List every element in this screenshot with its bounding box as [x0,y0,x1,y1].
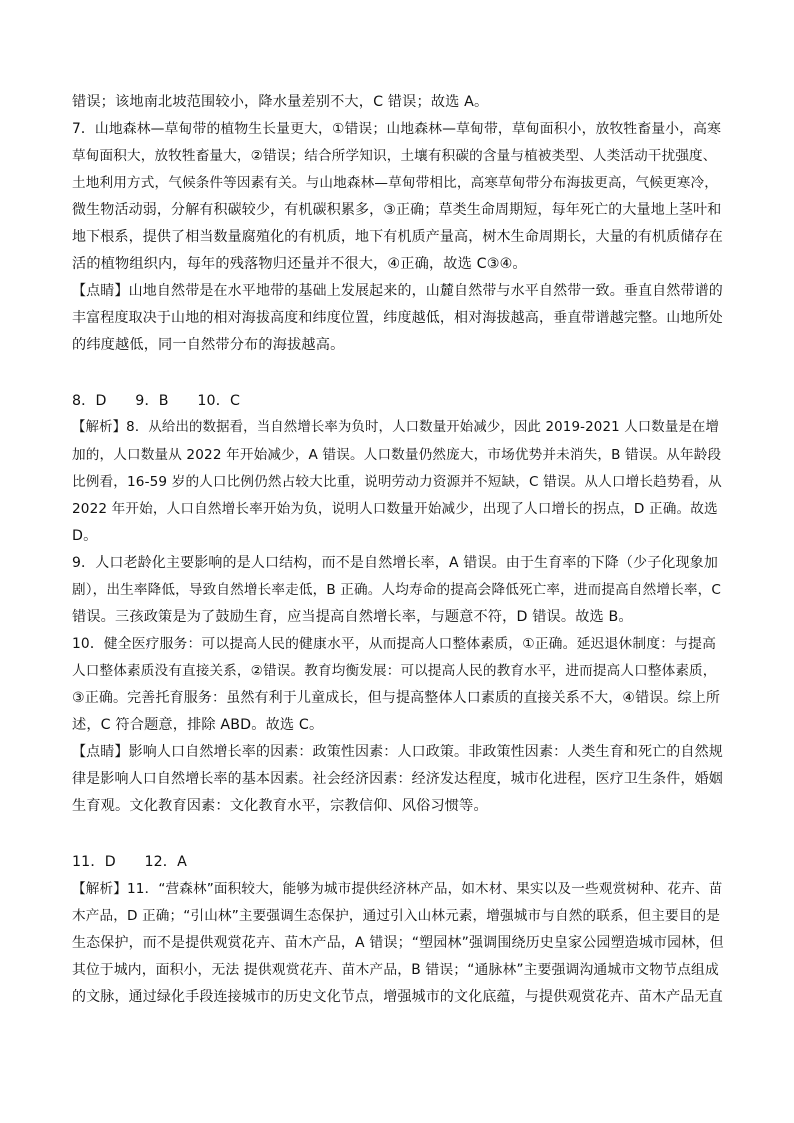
text-line: 土地利用方式，气候条件等因素有关。与山地森林—草甸带相比，高寒草甸带分布海拔更高，气候更寒冷， [72,175,718,191]
text-line: 生态保护，而不是提供观赏花卉、苗木产品，A 错误；“塑园林”强调围绕历史皇家公园塑造城市园林，但 [72,935,724,951]
text-line: 的纬度越低，同一自然带分布的海拔越高。 [72,337,345,353]
text-line: 错误。三孩政策是为了鼓励生育，应当提高自然增长率，与题意不符，D 错误。故选 B。 [72,609,633,625]
text-line: 微生物活动弱，分解有积碳较少，有机碳积累多，③正确；草类生命周期短，每年死亡的大量地上茎叶和 [72,202,722,218]
text-line: 【点睛】山地自然带是在水平地带的基础上发展起来的，山麓自然带与水平自然带一致。垂直自然带谱的 [72,283,723,299]
text-line: 的文脉，通过绿化手段连接城市的历史文化节点，增强城市的文化底蕴，与提供观赏花卉、苗木产品无直 [72,989,723,1005]
text-line: 人口整体素质没有直接关系，②错误。教育均衡发展：可以提高人民的教育水平，进而提高人口整体素质， [72,663,717,679]
text-line: 其位于城内，面积小，无法 提供观赏花卉、苗木产品，B 错误；“通脉林”主要强调沟通城市文物节点组成 [72,962,719,978]
answer-line: 8．D 9．B 10．C [72,393,241,409]
text-line: 9．人口老龄化主要影响的是人口结构，而不是自然增长率，A 错误。由于生育率的下降（少子化现象加 [72,555,718,571]
text-line: 【解析】11．“营森林”面积较大，能够为城市提供经济林产品，如木材、果实以及一些观赏树种、花卉、苗 [72,881,723,897]
text-line: D。 [72,528,98,544]
text-line: 述，C 符合题意，排除 ABD。故选 C。 [72,717,324,733]
text-line: 律是影响人口自然增长率的基本因素。社会经济因素：经济发达程度，城市化进程，医疗卫生条件，婚姻 [72,771,723,787]
text-line: 木产品，D 正确；“引山林”主要强调生态保护，通过引入山林元素，增强城市与自然的联系，但主要目的是 [72,908,720,924]
text-line: ③正确。完善托育服务：虽然有利于儿童成长，但与提高整体人口素质的直接关系不大，④错误。综上所 [72,690,720,706]
text-line: 地下根系，提供了相当数量腐殖化的有机质，地下有机质产量高，树木生命周期长，大量的有机质储存在 [72,229,723,245]
text-line: 活的植物组织内，每年的残落物归还量并不很大，④正确，故选 C③④。 [72,256,527,272]
text-line: 草甸面积大，放牧牲畜量大，②错误；结合所学知识，土壤有积碳的含量与植被类型、人类活动干扰强度、 [72,148,717,164]
text-line: 丰富程度取决于山地的相对海拔高度和纬度位置，纬度越低，相对海拔越高，垂直带谱越完整。山地所处 [72,310,723,326]
text-line: 加的，人口数量从 2022 年开始减少，A 错误。人口数量仍然庞大，市场优势并未消失，B 错误。从年龄段 [72,447,722,463]
text-line: 错误；该地南北坡范围较小，降水量差别不大，C 错误；故选 A。 [72,94,489,110]
text-line: 【解析】8．从给出的数据看，当自然增长率为负时，人口数量开始减少，因此 2019-2021 人口数量是在增 [72,420,719,435]
answer-line: 11．D 12．A [72,854,187,870]
text-line: 比例看，16-59 岁的人口比例仍然占较大比重，说明劳动力资源并不短缺，C 错误。从人口增长趋势看，从 [72,474,722,490]
text-line: 剧），出生率降低，导致自然增长率走低，B 正确。人均寿命的提高会降低死亡率，进而提高自然增长率，C [72,582,721,598]
text-line: 10．健全医疗服务：可以提高人民的健康水平，从而提高人口整体素质，①正确。延迟退休制度：与提高 [72,636,717,652]
text-line: 生育观。文化教育因素：文化教育水平，宗教信仰、风俗习惯等。 [72,798,488,814]
text-line: 2022 年开始，人口自然增长率开始为负，说明人口数量开始减少，出现了人口增长的拐点，D 正确。故选 [72,501,718,517]
text-line: 7．山地森林—草甸带的植物生长量更大，①错误；山地森林—草甸带，草甸面积小，放牧牲畜量小，高寒 [72,121,722,137]
text-line: 【点睛】影响人口自然增长率的因素：政策性因素：人口政策。非政策性因素：人类生育和死亡的自然规 [72,744,723,760]
